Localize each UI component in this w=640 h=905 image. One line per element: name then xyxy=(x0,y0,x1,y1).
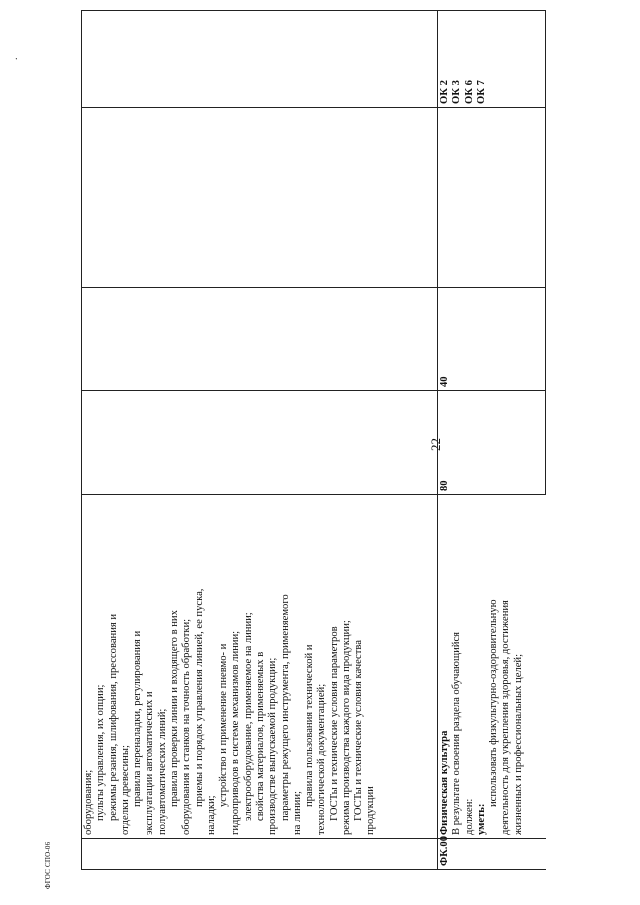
text-line: режимы резания, шлифования, прессования и xyxy=(107,613,119,821)
text-line: устройство и применение пневмо- и xyxy=(218,643,230,807)
text-line: использовать физкультурно-оздоровительную xyxy=(488,599,500,807)
skills-text xyxy=(488,498,525,835)
text-line: деятельность для укрепления здоровья, достижения xyxy=(500,600,512,835)
requirements-cell xyxy=(82,495,438,839)
text-line: жизненных и профессиональных целей; xyxy=(512,653,524,835)
text-line: оборудования; xyxy=(83,769,94,835)
text-line: режима производства каждого вида продукции; xyxy=(340,620,352,835)
mdk-cell xyxy=(438,108,546,288)
obligatory-load-cell xyxy=(82,288,438,391)
competency-list xyxy=(439,14,488,104)
max-load-cell: 80 xyxy=(438,391,546,495)
skill-label: уметь: xyxy=(475,803,487,835)
index-cell xyxy=(82,839,438,870)
text-line: полуавтоматических линий; xyxy=(156,708,168,835)
text-line: производстве выпускаемой продукции; xyxy=(267,657,279,835)
text-line: свойства материалов, применяемых в xyxy=(254,651,266,821)
text-line: продукции xyxy=(365,786,377,835)
page-number: 22 xyxy=(428,438,443,451)
stray-mark: . xyxy=(9,57,20,60)
obligatory-load-cell: 40 xyxy=(438,288,546,391)
text-line: правила пользования технической и xyxy=(304,644,316,807)
text-line: эксплуатации автоматических и xyxy=(144,691,156,835)
text-line: пульты управления, их опции; xyxy=(95,684,107,821)
competencies-cell xyxy=(82,11,438,108)
index-cell: ФК.00 xyxy=(438,839,546,870)
text-line: электрооборудование, применяемое на линии; xyxy=(242,612,254,821)
text-line: отделки древесины; xyxy=(119,745,131,835)
text-line: правила проверки линии и входящего в них xyxy=(168,610,180,807)
text-line: на линии; xyxy=(291,791,303,835)
text-line: ГОСТы и технические условия параметров xyxy=(328,626,340,821)
competency-code: ОК 2 xyxy=(439,80,450,104)
requirements-text xyxy=(83,498,378,835)
text-line: параметры режущего инструмента, применяемого xyxy=(279,594,291,821)
max-load-cell xyxy=(82,391,438,495)
table-row xyxy=(438,11,546,870)
footer-code: ФГОС СПО-06 xyxy=(44,841,52,889)
competency-code: ОК 7 xyxy=(475,80,487,104)
curriculum-table xyxy=(81,10,546,870)
text-line: оборудования и станков на точность обработки; xyxy=(181,618,193,835)
table-row xyxy=(82,11,438,870)
competency-code: ОК 6 xyxy=(463,80,475,104)
text-line: гидроприводов в системе механизмов линии; xyxy=(230,630,242,835)
competencies-cell xyxy=(438,11,546,108)
requirements-cell xyxy=(438,495,546,839)
intro-text: должен: xyxy=(463,798,475,835)
text-line: технологической документацией; xyxy=(316,683,328,835)
mdk-cell xyxy=(82,108,438,288)
text-line: правила переналадки, регулирования и xyxy=(132,630,144,807)
discipline-title: Физическая культура xyxy=(439,730,450,835)
text-line: наладки; xyxy=(205,795,217,835)
text-line: ГОСТы и технические условия качества xyxy=(353,640,365,821)
text-line: приемы и порядок управления линией, ее пуска, xyxy=(193,588,205,807)
intro-text: В результате освоения раздела обучающийся xyxy=(451,631,463,835)
competency-code: ОК 3 xyxy=(451,80,463,104)
